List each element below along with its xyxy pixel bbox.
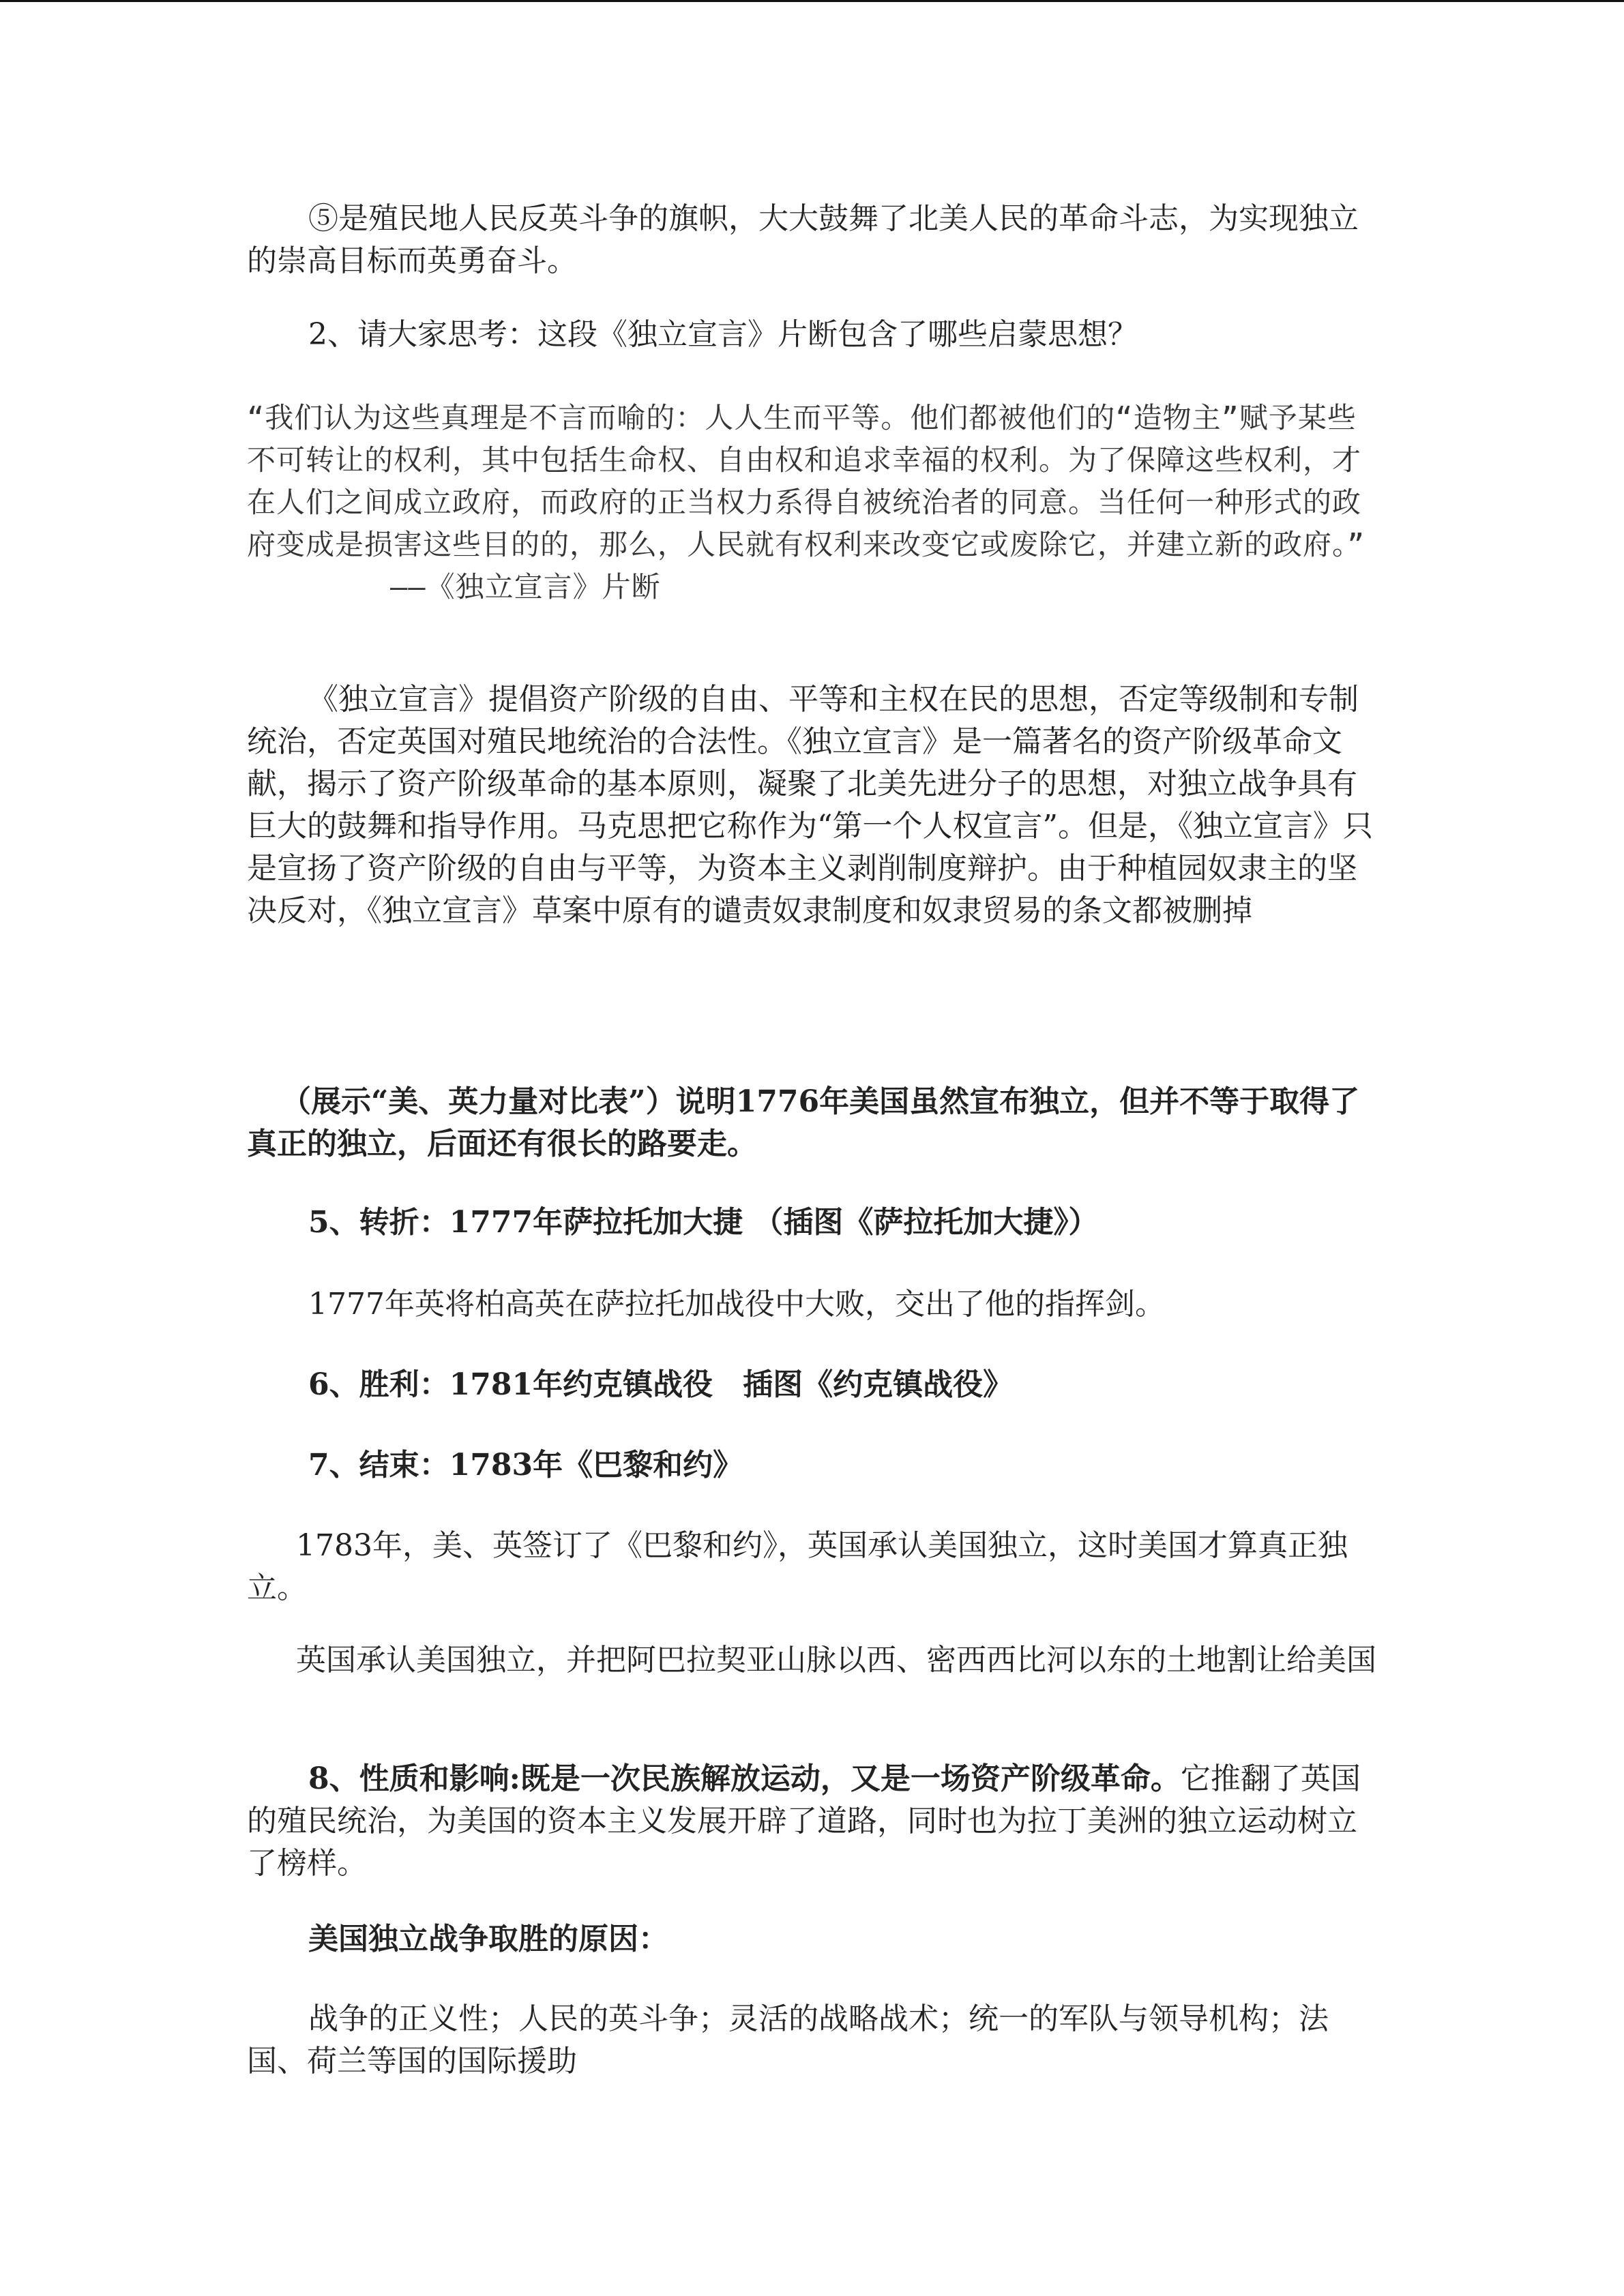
- declaration-quote-text: “我们认为这些真理是不言而喻的：人人生而平等。他们都被他们的“造物主”赋予某些不可转让的权利，其中包括生命权、自由权和追求幸福的权利。为了保障这些权利，才在人们之间成立政府，而政府的正当权力系得自被统治者的同意。当任何一种形式的政府变成是损害这些目的的，那么，人民就有权利来改变它或废除它，并建立新的政府。”: [247, 401, 1365, 561]
- declaration-quote: [247, 397, 1379, 608]
- nature-influence-text: 它推翻了英国的殖民统治，为美国的资本主义发展开辟了道路，同时也为拉丁美洲的独立运动树立了榜样。: [247, 1761, 1361, 1881]
- paragraph-declaration-effect: ⑤是殖民地人民反英斗争的旗帜，大大鼓舞了北美人民的革命斗志，为实现独立的崇高目标而英勇奋斗。: [247, 201, 1359, 278]
- declaration-quote-source: ——《独立宣言》片断: [390, 570, 661, 603]
- paragraph-territory: 英国承认美国独立，并把阿巴拉契亚山脉以西、密西西比河以东的土地割让给美国: [296, 1643, 1376, 1678]
- paragraph-nature-influence: [247, 1758, 1379, 1885]
- heading-turning-point: 5、转折：1777年萨拉托加大捷 （插图《萨拉托加大捷》）: [308, 1205, 1099, 1240]
- paragraph-question-enlightenment: 2、请大家思考：这段《独立宣言》片断包含了哪些启蒙思想？: [308, 317, 1138, 352]
- paragraph-declaration-analysis: 《独立宣言》提倡资产阶级的自由、平等和主权在民的思想，否定等级制和专制统治，否定英国对殖民地统治的合法性。《独立宣言》是一篇著名的资产阶级革命文献，揭示了资产阶级革命的基本原则，凝聚了北美先进分子的思想，对独立战争具有巨大的鼓舞和指导作用。马克思把它称作为“第一个人权宣言”。但是，《独立宣言》只是宣扬了资产阶级的自由与平等，为资本主义剥削制度辩护。由于种植园奴隶主的坚决反对，《独立宣言》草案中原有的谴责奴隶制度和奴隶贸易的条文都被删掉: [247, 682, 1373, 928]
- paragraph-paris-treaty: 1783年，美、英签订了《巴黎和约》，英国承认美国独立，这时美国才算真正独立。: [247, 1528, 1348, 1605]
- heading-end: 7、结束：1783年《巴黎和约》: [308, 1448, 743, 1482]
- paragraph-power-comparison: （展示“美、英力量对比表”）说明1776年美国虽然宣布独立，但并不等于取得了真正的独立，后面还有很长的路要走。: [247, 1084, 1360, 1161]
- heading-victory-reasons: 美国独立战争取胜的原因：: [308, 1922, 668, 1956]
- heading-victory: 6、胜利：1781年约克镇战役 插图《约克镇战役》: [308, 1367, 1014, 1402]
- nature-influence-heading: 8、性质和影响:既是一次民族解放运动，又是一场资产阶级革命。: [308, 1761, 1181, 1796]
- paragraph-saratoga: 1777年英将柏高英在萨拉托加战役中大败，交出了他的指挥剑。: [308, 1287, 1165, 1322]
- paragraph-victory-reasons: 战争的正义性；人民的英斗争；灵活的战略战术；统一的军队与领导机构；法国、荷兰等国的国际援助: [247, 2001, 1329, 2078]
